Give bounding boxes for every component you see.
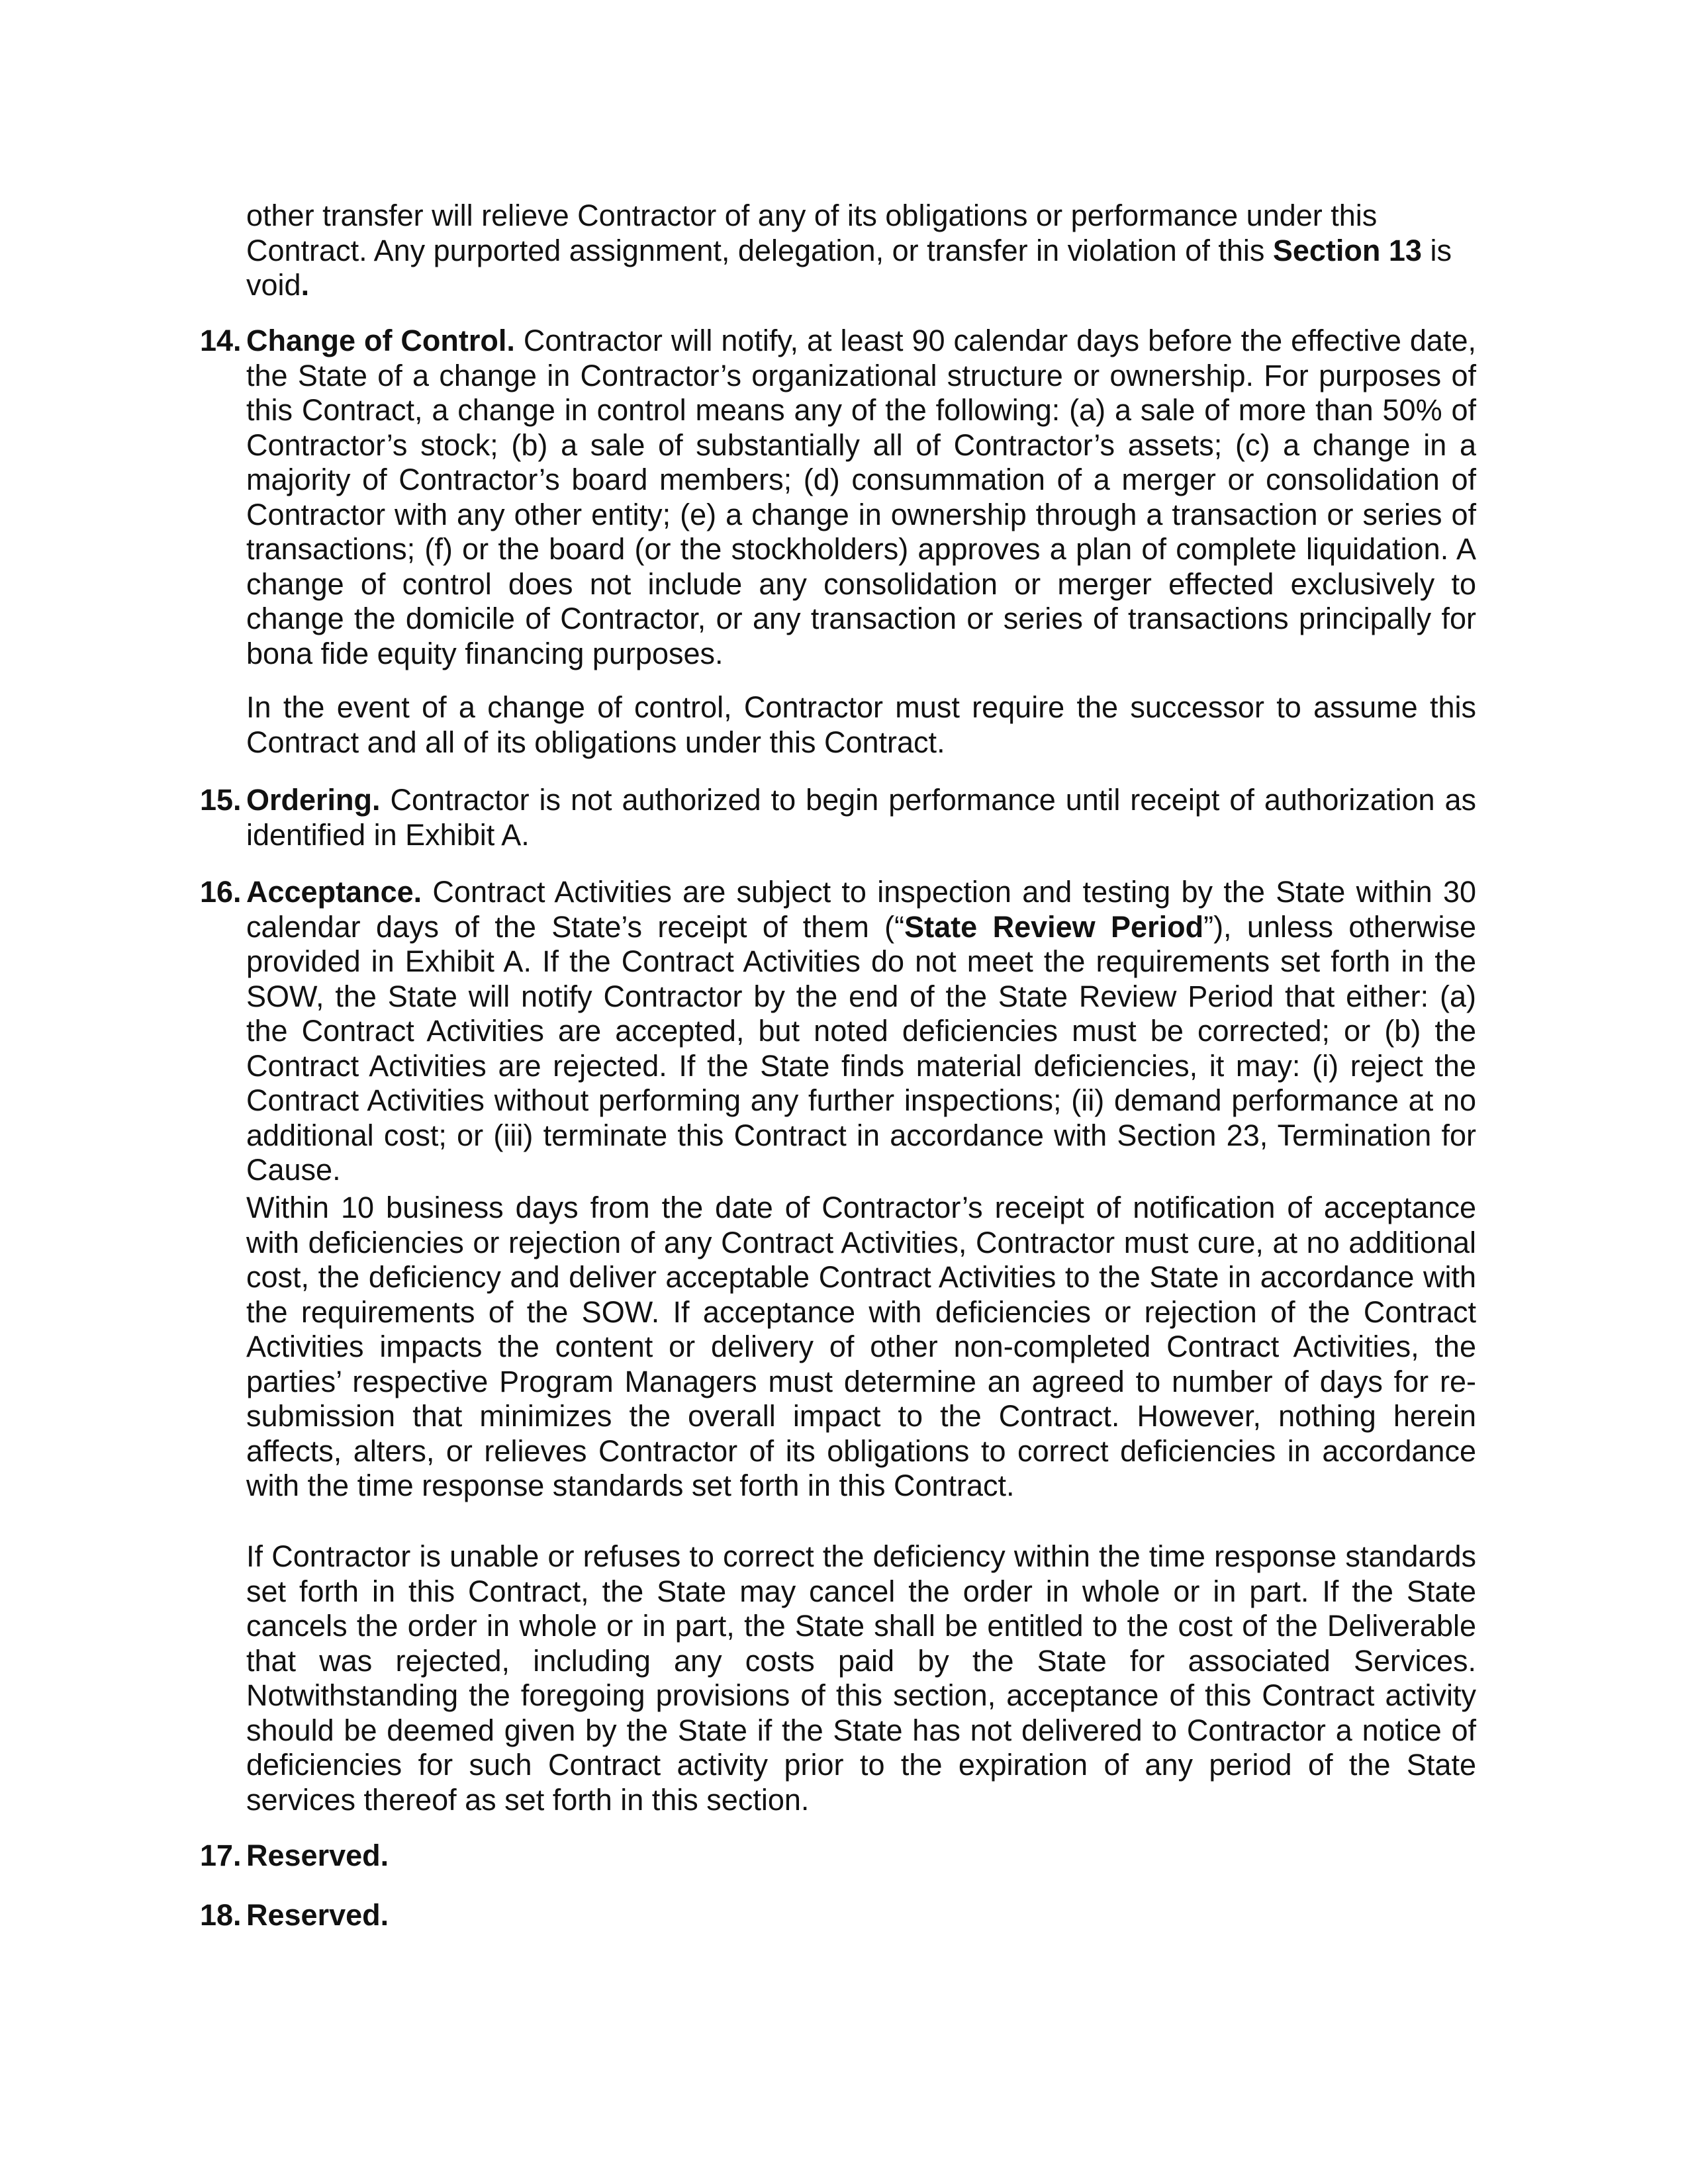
section-13-ref: Section 13	[1272, 233, 1422, 267]
section-body: Contractor is not authorized to begin performance until receipt of authorization as identified in Exhibit A.	[246, 783, 1476, 852]
section-body: Contract Activities are subject to inspection and testing by the State within 30 calendar days of the State’s receipt of them (“	[246, 875, 1476, 944]
section-heading: Reserved.	[246, 1898, 389, 1932]
section-number: 16.	[200, 875, 242, 909]
section-heading: Ordering.	[246, 783, 381, 817]
section-16-paragraph-2	[246, 1191, 1476, 1504]
section-16-paragraph-3	[246, 1539, 1476, 1817]
section-body-cont: ”), unless otherwise provided in Exhibit A. If the Contract Activities do not meet the requirements set forth in the SOW, the State will notify Contractor by the end of the State Review Period that either: (a) the Contract Activities are accepted, but noted deficiencies must be corrected; or (b) the Contract Activities are rejected. If the State finds material deficiencies, it may: (i) reject the Contract Activities without performing any further inspections; (ii) demand performance at no additional cost; or (iii) terminate this Contract in accordance with Section 23, Termination for Cause.	[246, 909, 1476, 1187]
section-heading: Reserved.	[246, 1839, 389, 1872]
section-number: 18.	[200, 1898, 242, 1932]
section-18	[200, 1898, 1476, 1933]
section-14-paragraph-2	[246, 690, 1476, 760]
section-number: 17.	[200, 1839, 242, 1872]
section-13-continuation	[246, 199, 1476, 303]
continuation-text-end: is void	[246, 233, 1452, 302]
section-heading: Acceptance.	[246, 875, 422, 909]
section-16	[200, 875, 1476, 1188]
defined-term: State Review Period	[904, 909, 1204, 944]
continuation-text: other transfer will relieve Contractor of any of its obligations or performance under this Contract. Any purported assignment, delegation, or transfer in violation of this	[246, 199, 1378, 267]
section-body: In the event of a change of control, Contractor must require the successor to assume this Contract and all of its obligations under this Contract.	[246, 690, 1476, 759]
section-body: Contractor will notify, at least 90 calendar days before the effective date, the State of a change in Contractor’s organizational structure or ownership. For purposes of this Contract, a change in control means any of the following: (a) a sale of more than 50% of Contractor’s stock; (b) a sale of substantially all of Contractor’s assets; (c) a change in a majority of Contractor’s board members; (d) consummation of a merger or consolidation of Contractor with any other entity; (e) a change in ownership through a transaction or series of transactions; (f) or the board (or the stockholders) approves a plan of complete liquidation. A change of control does not include any consolidation or merger effected exclusively to change the domicile of Contractor, or any transaction or series of transactions principally for bona fide equity financing purposes.	[246, 324, 1476, 670]
section-number: 14.	[200, 324, 242, 357]
section-body: If Contractor is unable or refuses to correct the deficiency within the time response standards set forth in this Contract, the State may cancel the order in whole or in part. If the State cancels the order in whole or in part, the State shall be entitled to the cost of the Deliverable that was rejected, including any costs paid by the State for associated Services. Notwithstanding the foregoing provisions of this section, acceptance of this Contract activity should be deemed given by the State if the State has not delivered to Contractor a notice of deficiencies for such Contract activity prior to the expiration of any period of the State services thereof as set forth in this section.	[246, 1539, 1476, 1817]
section-17	[200, 1839, 1476, 1874]
section-heading: Change of Control.	[246, 324, 515, 357]
section-number: 15.	[200, 783, 242, 817]
section-body: Within 10 business days from the date of Contractor’s receipt of notification of acceptance with deficiencies or rejection of any Contract Activities, Contractor must cure, at no additional cost, the deficiency and deliver acceptable Contract Activities to the State in accordance with the requirements of the SOW. If acceptance with deficiencies or rejection of the Contract Activities impacts the content or delivery of other non-completed Contract Activities, the parties’ respective Program Managers must determine an agreed to number of days for re-submission that minimizes the overall impact to the Contract. However, nothing herein affects, alters, or relieves Contractor of its obligations to correct deficiencies in accordance with the time response standards set forth in this Contract.	[246, 1191, 1476, 1502]
section-14	[200, 324, 1476, 671]
section-15	[200, 783, 1476, 852]
continuation-period: .	[301, 268, 310, 302]
